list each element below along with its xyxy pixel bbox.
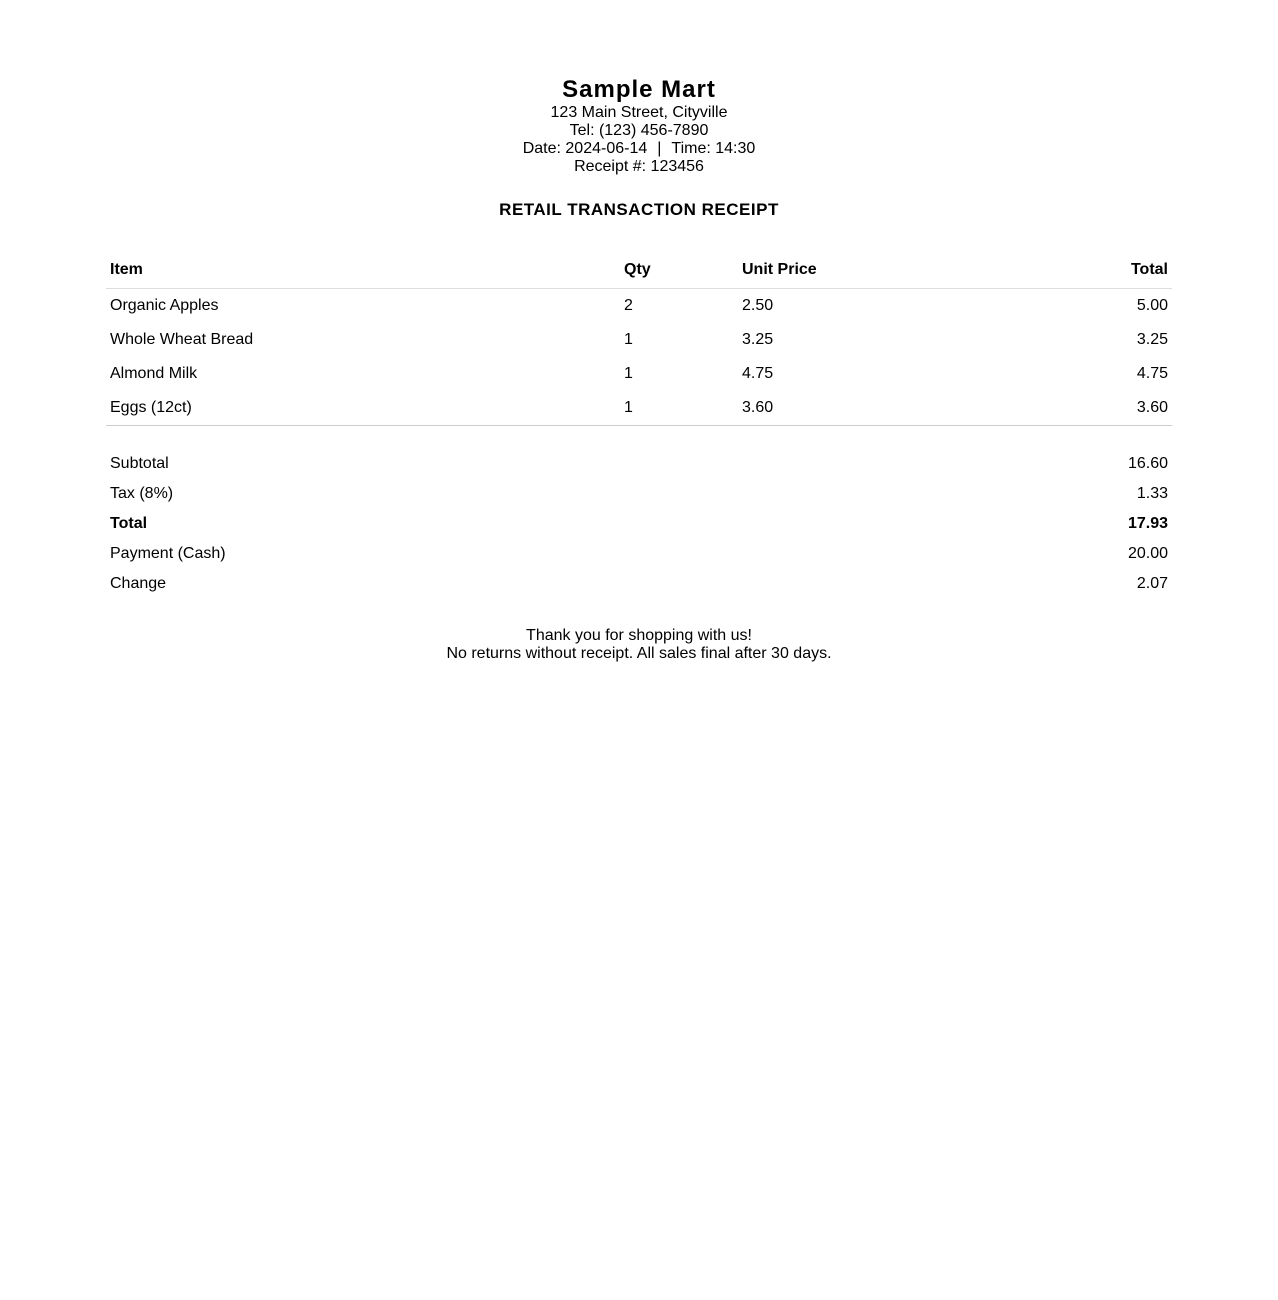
item-unit-price: 4.75 xyxy=(742,365,774,382)
column-header-unit-price: Unit Price xyxy=(738,252,946,289)
payment-value: 20.00 xyxy=(1127,545,1168,562)
receipt-date: Date: 2024-06-14 xyxy=(522,140,648,157)
item-name: Eggs (12ct) xyxy=(106,391,620,426)
receipt-footer xyxy=(106,627,1172,663)
store-name: Sample Mart xyxy=(562,76,716,103)
item-name: Whole Wheat Bread xyxy=(110,331,254,348)
table-header-row xyxy=(106,252,1172,289)
store-address: 123 Main Street, Cityville xyxy=(550,104,728,121)
payment-label: Payment (Cash) xyxy=(110,545,226,562)
items-table xyxy=(106,252,1172,426)
receipt-number: Receipt #: 123456 xyxy=(574,158,704,175)
receipt-time: Time: 14:30 xyxy=(671,140,756,157)
change-label: Change xyxy=(110,575,167,592)
column-header-total: Total xyxy=(946,252,1172,289)
tax-label: Tax (8%) xyxy=(110,485,174,502)
item-qty: 1 xyxy=(624,365,633,382)
item-total: 3.25 xyxy=(1136,331,1168,348)
tax-value: 1.33 xyxy=(1136,485,1168,502)
return-policy: No returns without receipt. All sales final after 30 days. xyxy=(446,645,832,662)
column-header-item: Item xyxy=(106,252,620,289)
date-time-line xyxy=(106,140,1172,158)
table-row xyxy=(106,323,1172,357)
table-row xyxy=(106,391,1172,426)
subtotal-label: Subtotal xyxy=(110,455,169,472)
date-time-separator: | xyxy=(657,140,662,157)
subtotal-value: 16.60 xyxy=(1127,455,1168,472)
total-row xyxy=(106,509,1172,539)
item-unit-price: 2.50 xyxy=(742,297,774,314)
item-total: 5.00 xyxy=(1136,297,1168,314)
item-qty: 2 xyxy=(624,297,633,314)
totals-section xyxy=(106,449,1172,599)
store-phone: Tel: (123) 456-7890 xyxy=(569,122,709,139)
item-qty: 1 xyxy=(624,331,633,348)
tax-row xyxy=(106,479,1172,509)
item-unit-price: 3.60 xyxy=(738,391,946,426)
table-row xyxy=(106,357,1172,391)
change-value: 2.07 xyxy=(1136,575,1168,592)
item-total: 3.60 xyxy=(946,391,1172,426)
total-label: Total xyxy=(110,515,148,532)
payment-row xyxy=(106,539,1172,569)
item-unit-price: 3.25 xyxy=(742,331,774,348)
subtotal-row xyxy=(106,449,1172,479)
table-row xyxy=(106,289,1172,324)
item-name: Organic Apples xyxy=(110,297,219,314)
item-total: 4.75 xyxy=(1136,365,1168,382)
receipt-title: RETAIL TRANSACTION RECEIPT xyxy=(499,200,779,219)
change-row xyxy=(106,569,1172,599)
thank-you-message: Thank you for shopping with us! xyxy=(526,627,752,644)
item-name: Almond Milk xyxy=(110,365,198,382)
receipt-header xyxy=(106,76,1172,176)
item-qty: 1 xyxy=(620,391,738,426)
total-value: 17.93 xyxy=(1127,515,1168,532)
column-header-qty: Qty xyxy=(620,252,738,289)
